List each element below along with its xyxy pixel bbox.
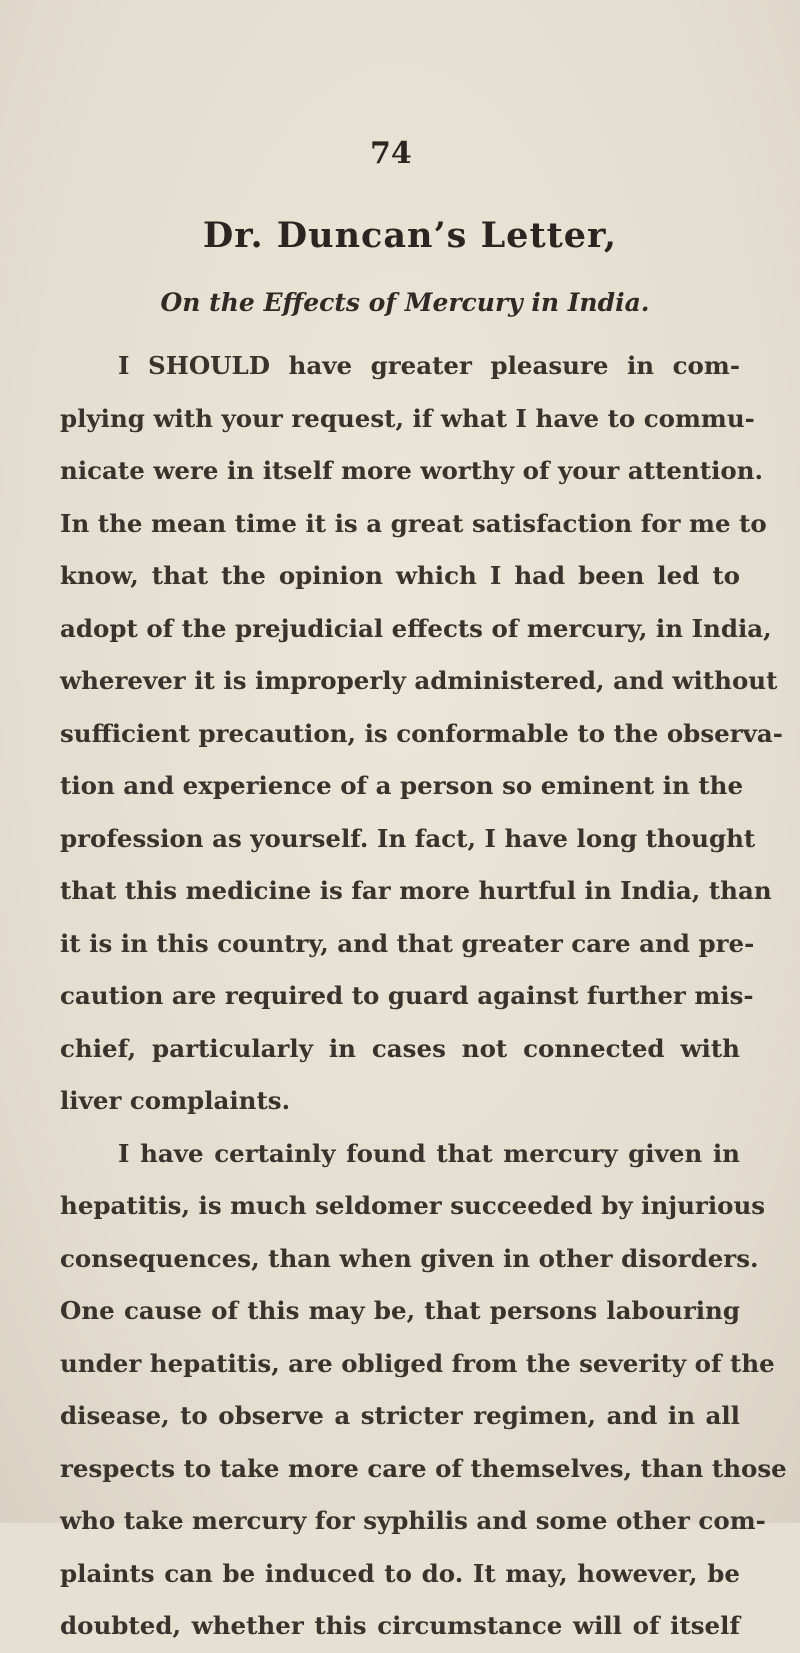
text-line: hepatitis, is much seldomer succeeded by injurious (60, 1191, 766, 1220)
text-line: plying with your request, if what I have to commu- (60, 403, 755, 433)
text-line: chief, particularly in cases not connected with (60, 1033, 740, 1063)
text-line: One cause of this may be, that persons labouring (60, 1296, 740, 1325)
text-line: nicate were in itself more worthy of your attention. (60, 456, 764, 485)
text-line: disease, to observe a stricter regimen, and in all (60, 1401, 740, 1430)
text-line: I SHOULD have greater pleasure in com- (118, 351, 740, 380)
text-line: liver complaints. (60, 1086, 291, 1115)
page-number: 74 (370, 136, 412, 171)
text-line: know, that the opinion which I had been led to (60, 561, 740, 590)
letter-subtitle: On the Effects of Mercury in India. (160, 288, 650, 317)
text-line: who take mercury for syphilis and some other com- (60, 1506, 766, 1535)
text-line: plaints can be induced to do. It may, however, be (60, 1558, 740, 1588)
text-line: doubted, whether this circumstance will of itself (60, 1611, 740, 1640)
text-line: I have certainly found that mercury given in (118, 1138, 740, 1168)
text-line: it is in this country, and that greater care and pre- (60, 928, 755, 958)
text-line: respects to take more care of themselves, than those (60, 1453, 787, 1483)
text-line: In the mean time it is a great satisfaction for me to (60, 508, 767, 538)
letter-title: Dr. Duncan’s Letter, (202, 215, 618, 256)
text-line: sufficient precaution, is conformable to the observa- (60, 718, 783, 748)
text-line: consequences, than when given in other disorders. (60, 1243, 759, 1273)
text-line: wherever it is improperly administered, and without (60, 666, 778, 695)
text-line: adopt of the prejudicial effects of mercury, in India, (60, 613, 772, 643)
body-text (60, 340, 787, 1653)
text-line: caution are required to guard against further mis- (60, 981, 754, 1010)
text-line: that this medicine is far more hurtful in India, than (60, 876, 772, 905)
text-line: profession as yourself. In fact, I have long thought (60, 823, 756, 853)
text-line: under hepatitis, are obliged from the severity of the (60, 1348, 775, 1378)
text-line: tion and experience of a person so eminent in the (60, 771, 744, 800)
